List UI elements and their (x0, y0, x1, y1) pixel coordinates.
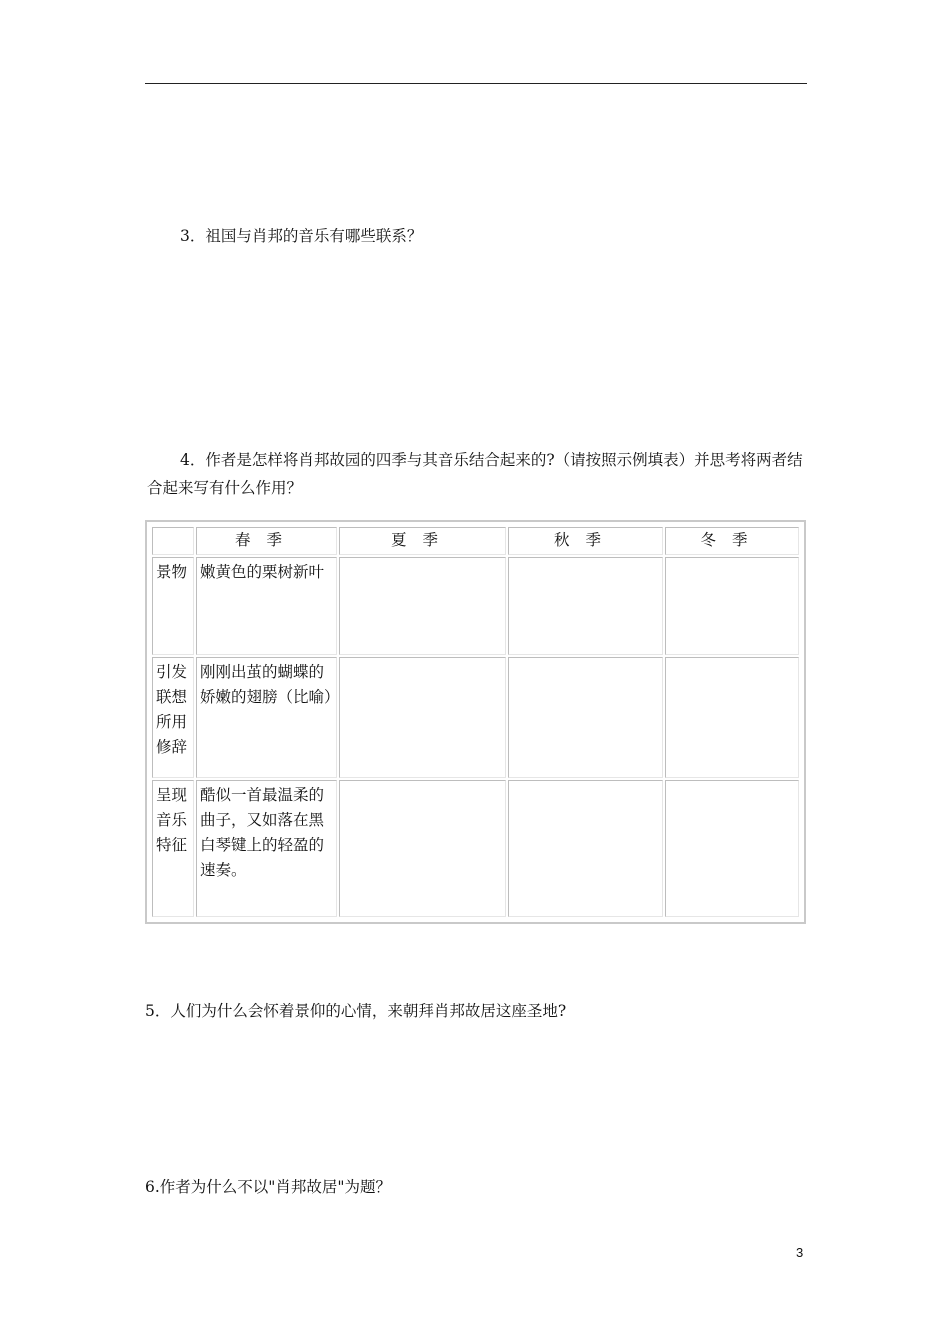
table-row (152, 657, 799, 778)
cell-winter-music[interactable] (665, 780, 799, 917)
header-summer: 夏季 (339, 527, 506, 555)
cell-spring-music: 酷似一首最温柔的曲子，又如落在黑白琴键上的轻盈的速奏。 (196, 780, 337, 917)
header-autumn: 秋季 (508, 527, 663, 555)
cell-summer-scenery[interactable] (339, 557, 506, 655)
row-label-rhetoric: 引发联想所用修辞 (152, 657, 194, 778)
cell-winter-rhetoric[interactable] (665, 657, 799, 778)
header-spring: 春季 (196, 527, 337, 555)
table-row (152, 557, 799, 655)
header-rule (145, 83, 807, 84)
page-number: 3 (796, 1245, 804, 1260)
cell-summer-rhetoric[interactable] (339, 657, 506, 778)
cell-spring-scenery: 嫩黄色的栗树新叶 (196, 557, 337, 655)
question-4: 4．作者是怎样将肖邦故园的四季与其音乐结合起来的?（请按照示例填表）并思考将两者结合起来写有什么作用？ (147, 451, 803, 497)
cell-winter-scenery[interactable] (665, 557, 799, 655)
question-6: 6.作者为什么不以"肖邦故居"为题？ (145, 1178, 392, 1196)
cell-autumn-music[interactable] (508, 780, 663, 917)
table-row (152, 780, 799, 917)
table-header-row (152, 527, 799, 555)
row-label-music: 呈现音乐特征 (152, 780, 194, 917)
question-5: 5．人们为什么会怀着景仰的心情，来朝拜肖邦故居这座圣地? (145, 1002, 567, 1020)
cell-autumn-scenery[interactable] (508, 557, 663, 655)
row-label-scenery: 景物 (152, 557, 194, 655)
header-winter: 冬季 (665, 527, 799, 555)
question-3: 3．祖国与肖邦的音乐有哪些联系？ (180, 227, 423, 245)
header-corner (152, 527, 194, 555)
seasons-table (145, 520, 806, 924)
cell-spring-rhetoric: 刚刚出茧的蝴蝶的娇嫩的翅膀（比喻） (196, 657, 337, 778)
cell-summer-music[interactable] (339, 780, 506, 917)
cell-autumn-rhetoric[interactable] (508, 657, 663, 778)
